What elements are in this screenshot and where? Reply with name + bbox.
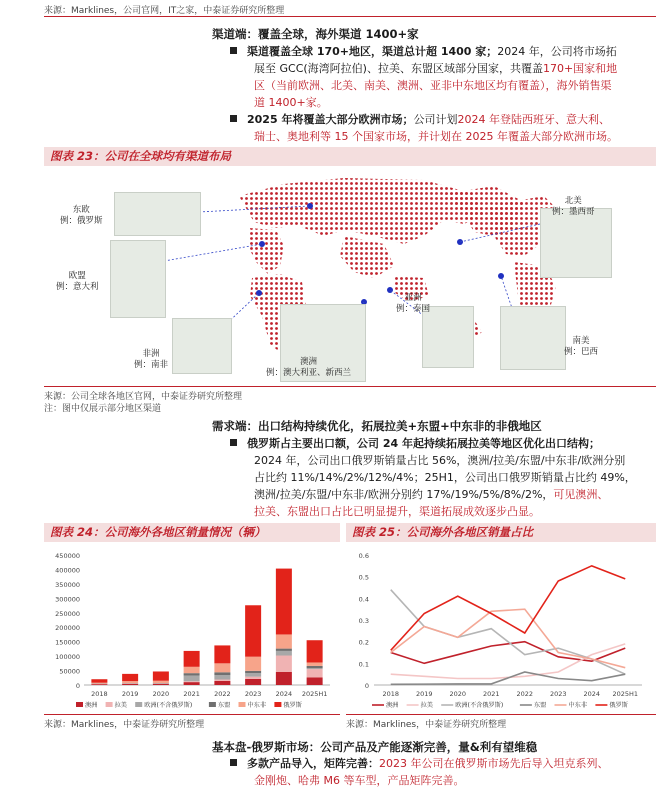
bar-segment bbox=[184, 651, 200, 667]
x-tick-label: 2022 bbox=[516, 690, 534, 698]
series-line bbox=[391, 566, 626, 651]
bar-segment bbox=[307, 640, 323, 662]
bar-segment bbox=[307, 662, 323, 665]
bullet-square-icon bbox=[230, 759, 237, 766]
legend-swatch bbox=[274, 702, 281, 707]
bar-segment bbox=[276, 569, 292, 635]
figure-23-note: 注：图中仅展示部分地区渠道 bbox=[44, 404, 162, 414]
bullet-square-icon bbox=[230, 47, 237, 54]
legend-swatch bbox=[135, 702, 142, 707]
figure-25-title: 图表 25：公司海外各地区销量占比 bbox=[346, 523, 656, 542]
bar-segment bbox=[214, 663, 230, 672]
top-source-note: 来源：Marklines，公司官网，IT之家，中泰证券研究所整理 bbox=[44, 6, 285, 16]
y-tick-label: 0.2 bbox=[358, 638, 369, 647]
legend-label: 欧洲(不含俄罗斯) bbox=[144, 702, 193, 709]
figure-23-source: 来源：公司全球各地区官网，中泰证券研究所整理 bbox=[44, 392, 243, 402]
world-map-figure bbox=[44, 166, 656, 386]
divider bbox=[44, 714, 340, 715]
bar-segment bbox=[153, 671, 169, 680]
region-label-asia: 亚洲 例：泰国 bbox=[396, 293, 431, 314]
figure-24-title: 图表 24：公司海外各地区销量情况（辆） bbox=[44, 523, 340, 542]
region-label-eu: 欧盟 例：意大利 bbox=[56, 271, 99, 292]
legend-label: 俄罗斯 bbox=[609, 702, 628, 709]
bar-segment bbox=[276, 656, 292, 672]
legend-label: 俄罗斯 bbox=[283, 702, 302, 709]
bar-segment bbox=[245, 605, 261, 656]
bar-segment bbox=[214, 675, 230, 679]
bar-segment bbox=[122, 681, 138, 683]
y-tick-label: 200000 bbox=[55, 624, 80, 633]
bar-segment bbox=[91, 679, 107, 682]
legend-label: 拉美 bbox=[114, 702, 127, 709]
x-tick-label: 2025H1 bbox=[612, 690, 639, 698]
y-tick-label: 100000 bbox=[55, 653, 80, 662]
region-label-north-america: 北美 例：墨西哥 bbox=[552, 196, 595, 217]
south-africa-inset-map bbox=[172, 318, 232, 374]
y-tick-label: 400000 bbox=[55, 566, 80, 575]
region-label-oceania: 澳洲 例：澳大利亚、新西兰 bbox=[266, 357, 352, 378]
y-tick-label: 50000 bbox=[59, 667, 80, 676]
bar-segment bbox=[276, 651, 292, 656]
legend-label: 澳洲 bbox=[386, 702, 399, 709]
y-tick-label: 150000 bbox=[55, 638, 80, 647]
bar-segment bbox=[184, 682, 200, 685]
legend-swatch bbox=[76, 702, 83, 707]
bar-segment bbox=[245, 677, 261, 679]
y-tick-label: 0.4 bbox=[358, 595, 369, 604]
x-tick-label: 2020 bbox=[449, 690, 467, 698]
region-label-south-america: 南美 例：巴西 bbox=[564, 336, 599, 357]
series-line bbox=[391, 609, 626, 668]
series-line bbox=[391, 642, 626, 664]
bar-segment bbox=[122, 674, 138, 681]
x-tick-label: 2024 bbox=[275, 690, 293, 698]
demand-heading: 需求端：出口结构持续优化，拓展拉美+东盟+中东非的非俄地区 bbox=[212, 419, 542, 433]
figure-25-source: 来源：Marklines，中泰证券研究所整理 bbox=[346, 720, 507, 730]
y-tick-label: 0.5 bbox=[358, 573, 369, 582]
y-tick-label: 450000 bbox=[55, 552, 80, 560]
legend-label: 澳洲 bbox=[85, 702, 98, 709]
bar-segment bbox=[245, 673, 261, 676]
russia-inset-map bbox=[114, 192, 201, 236]
divider bbox=[44, 16, 656, 17]
y-tick-label: 0 bbox=[364, 682, 369, 690]
x-tick-label: 2020 bbox=[152, 690, 170, 698]
y-tick-label: 0 bbox=[75, 682, 80, 690]
divider bbox=[44, 386, 656, 387]
stacked-bar-chart bbox=[44, 545, 340, 715]
brazil-inset-map bbox=[500, 306, 566, 370]
y-tick-label: 0.6 bbox=[358, 552, 369, 560]
bar-segment bbox=[214, 680, 230, 681]
y-tick-label: 0.1 bbox=[358, 660, 369, 669]
bar-segment bbox=[307, 669, 323, 677]
series-line bbox=[391, 672, 626, 684]
europe-dots bbox=[248, 228, 284, 274]
bar-segment bbox=[184, 667, 200, 673]
demand-bullet: 俄罗斯占主要出口额，公司 24 年起持续拓展拉美等地区优化出口结构； 2024 年，公司出口俄罗斯销量占比 56%，澳洲/拉美/东盟/中东非/欧洲分别 占比约 11%/14%/2%/12%/4%；25H1，公司出口俄罗斯销量占比约 49%， 澳洲/拉美/东盟/中东非/欧洲分别约 17%/19%/5%/8%/2%，可见澳洲、 拉美、东盟出口占比已明显提升，渠道拓展成效逐步凸显。 bbox=[230, 435, 660, 520]
bar-segment bbox=[184, 681, 200, 682]
channel-bullet-1: 渠道覆盖全球 170+地区，渠道总计超 1400 家；2024 年，公司将市场拓 展至 GCC(海湾阿拉伯)、拉美、东盟区域部分国家，共覆盖170+国家和地 区（当前欧洲、北美、南美、澳洲、亚非中东地区均有覆盖），海外销售渠 道 1400+家。 bbox=[230, 43, 660, 111]
bar-segment bbox=[153, 684, 169, 685]
x-tick-label: 2023 bbox=[244, 690, 262, 698]
bar-segment bbox=[276, 649, 292, 651]
divider bbox=[346, 714, 656, 715]
thailand-inset-map bbox=[422, 306, 474, 368]
x-tick-label: 2018 bbox=[382, 690, 400, 698]
channel-heading: 渠道端：覆盖全球，海外渠道 1400+家 bbox=[212, 27, 419, 41]
base-heading: 基本盘-俄罗斯市场：公司产品及产能逐渐完善，量&利有望维稳 bbox=[212, 740, 538, 754]
mexico-inset-map bbox=[540, 208, 612, 278]
bullet-square-icon bbox=[230, 115, 237, 122]
bar-segment bbox=[214, 681, 230, 685]
legend-label: 东盟 bbox=[533, 702, 547, 709]
bar-segment bbox=[91, 684, 107, 685]
bar-segment bbox=[214, 645, 230, 663]
legend-label: 中东非 bbox=[568, 702, 588, 709]
bar-segment bbox=[91, 683, 107, 684]
legend-swatch bbox=[106, 702, 113, 707]
y-tick-label: 250000 bbox=[55, 609, 80, 618]
legend-swatch bbox=[209, 702, 216, 707]
bar-segment bbox=[307, 668, 323, 669]
region-label-africa: 非洲 例：南非 bbox=[134, 349, 169, 370]
bar-segment bbox=[184, 675, 200, 681]
legend-label: 欧洲(不含俄罗斯) bbox=[455, 702, 504, 709]
x-tick-label: 2022 bbox=[214, 690, 231, 698]
bar-segment bbox=[245, 679, 261, 685]
y-tick-label: 0.3 bbox=[358, 617, 369, 625]
bar-segment bbox=[245, 671, 261, 673]
legend-swatch bbox=[239, 702, 246, 707]
bullet-square-icon bbox=[230, 439, 237, 446]
line-chart bbox=[346, 545, 656, 715]
x-tick-label: 2021 bbox=[183, 690, 200, 698]
y-tick-label: 350000 bbox=[55, 580, 80, 589]
region-label-east-europe: 东欧 例：俄罗斯 bbox=[60, 205, 103, 226]
figure-23-title: 图表 23：公司在全球均有渠道布局 bbox=[44, 147, 656, 166]
italy-inset-map bbox=[110, 240, 166, 318]
legend-label: 东盟 bbox=[217, 702, 231, 709]
x-tick-label: 2018 bbox=[91, 690, 108, 698]
figure-24-source: 来源：Marklines，中泰证券研究所整理 bbox=[44, 720, 205, 730]
bar-segment bbox=[245, 657, 261, 671]
x-tick-label: 2023 bbox=[549, 690, 567, 698]
x-tick-label: 2024 bbox=[583, 690, 601, 698]
y-tick-label: 300000 bbox=[55, 595, 80, 604]
bar-segment bbox=[276, 634, 292, 648]
bar-segment bbox=[184, 673, 200, 675]
x-tick-label: 2021 bbox=[482, 690, 500, 698]
bar-segment bbox=[214, 672, 230, 675]
bar-segment bbox=[276, 672, 292, 685]
base-bullet: 多款产品导入，矩阵完善：2023 年公司在俄罗斯市场先后导入坦克系列、 金刚炮、哈弗 M6 等车型，产品矩阵完善。 bbox=[230, 755, 660, 789]
x-tick-label: 2019 bbox=[121, 690, 139, 698]
bar-segment bbox=[153, 681, 169, 683]
legend-label: 中东非 bbox=[247, 702, 267, 709]
bar-segment bbox=[307, 666, 323, 668]
bar-segment bbox=[122, 684, 138, 685]
x-tick-label: 2019 bbox=[415, 690, 433, 698]
asia-south-dots bbox=[340, 236, 394, 278]
x-tick-label: 2025H1 bbox=[301, 690, 328, 698]
legend-label: 拉美 bbox=[420, 702, 433, 709]
channel-bullet-2: 2025 年将覆盖大部分欧洲市场；公司计划2024 年登陆西班牙、意大利、 瑞士、奥地利等 15 个国家市场，并计划在 2025 年覆盖大部分欧洲市场。 bbox=[230, 111, 660, 145]
bar-segment bbox=[307, 677, 323, 685]
